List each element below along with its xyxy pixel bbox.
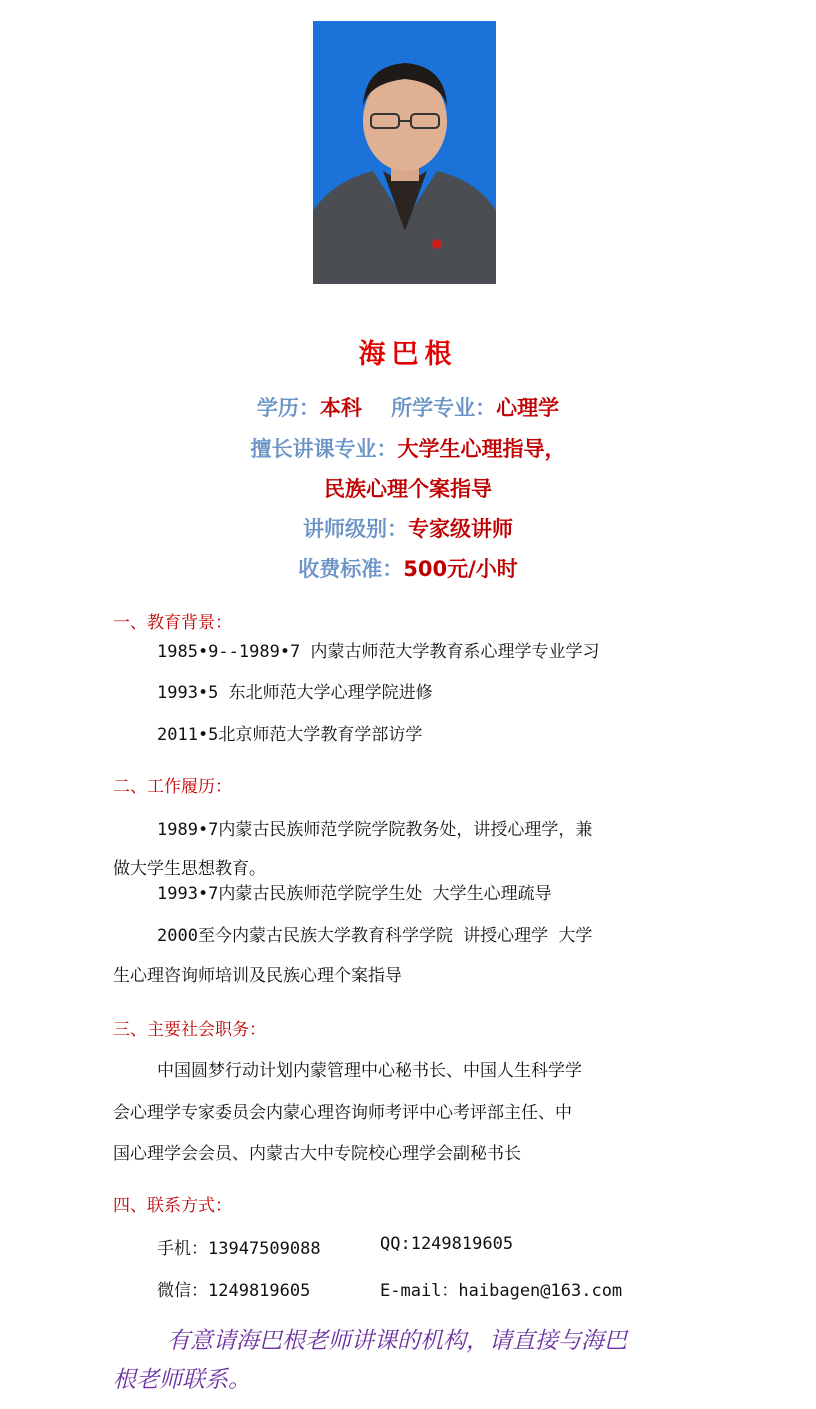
qq-text: QQ:1249819605 bbox=[380, 1234, 514, 1254]
wechat-text: 微信：1249819605 bbox=[157, 1281, 311, 1301]
level-row bbox=[0, 513, 816, 543]
footer-note bbox=[113, 1322, 713, 1400]
major-label: 所学专业： bbox=[391, 396, 497, 420]
specialty-row bbox=[0, 433, 816, 463]
roles-line: 中国圆梦行动计划内蒙管理中心秘书长、中国人生科学学 bbox=[157, 1061, 582, 1081]
specialty-label: 擅长讲课专业： bbox=[250, 437, 398, 461]
portrait-photo bbox=[313, 21, 496, 284]
phone-text: 手机：13947509088 bbox=[157, 1239, 321, 1259]
major-value: 心理学 bbox=[496, 396, 560, 420]
roles-line: 国心理学会会员、内蒙古大中专院校心理学会副秘书长 bbox=[113, 1144, 521, 1164]
education-heading: 一、教育背景： bbox=[113, 613, 232, 633]
fee-row bbox=[0, 553, 816, 583]
work-line: 1989•7内蒙古民族师范学院学院教务处，讲授心理学，兼 bbox=[157, 820, 593, 840]
work-line: 1993•7内蒙古民族师范学院学生处 大学生心理疏导 bbox=[157, 884, 552, 904]
footer-line-1: 有意请海巴根老师讲课的机构，请直接与海巴 bbox=[167, 1328, 627, 1354]
roles-heading: 三、主要社会职务： bbox=[113, 1020, 266, 1040]
specialty-value-1: 大学生心理指导， bbox=[397, 437, 566, 461]
specialty-row-2 bbox=[0, 473, 816, 503]
edu-value: 本科 bbox=[319, 396, 362, 420]
roles-line: 会心理学专家委员会内蒙心理咨询师考评中心考评部主任、中 bbox=[113, 1103, 572, 1123]
work-heading: 二、工作履历： bbox=[113, 777, 232, 797]
work-line: 做大学生思想教育。 bbox=[113, 859, 266, 879]
fee-label: 收费标准： bbox=[298, 557, 404, 581]
level-value: 专家级讲师 bbox=[408, 517, 513, 541]
education-item: 1985•9--1989•7 内蒙古师范大学教育系心理学专业学习 bbox=[157, 642, 600, 662]
education-item: 2011•5北京师范大学教育学部访学 bbox=[157, 725, 423, 745]
footer-line-2: 根老师联系。 bbox=[113, 1367, 251, 1393]
contact-heading: 四、联系方式： bbox=[113, 1196, 232, 1216]
fee-value: 500元/小时 bbox=[403, 557, 518, 581]
education-major-row bbox=[0, 392, 816, 422]
level-label: 讲师级别： bbox=[303, 517, 408, 541]
work-line: 生心理咨询师培训及民族心理个案指导 bbox=[113, 966, 402, 986]
specialty-value-2: 民族心理个案指导 bbox=[324, 477, 492, 501]
portrait-figure bbox=[313, 21, 496, 284]
work-line: 2000至今内蒙古民族大学教育科学学院 讲授心理学 大学 bbox=[157, 926, 593, 946]
lecturer-name: 海巴根 bbox=[358, 339, 458, 370]
education-item: 1993•5 东北师范大学心理学院进修 bbox=[157, 683, 433, 703]
edu-label: 学历： bbox=[256, 396, 320, 420]
email-text: E-mail：haibagen@163.com bbox=[380, 1281, 623, 1301]
